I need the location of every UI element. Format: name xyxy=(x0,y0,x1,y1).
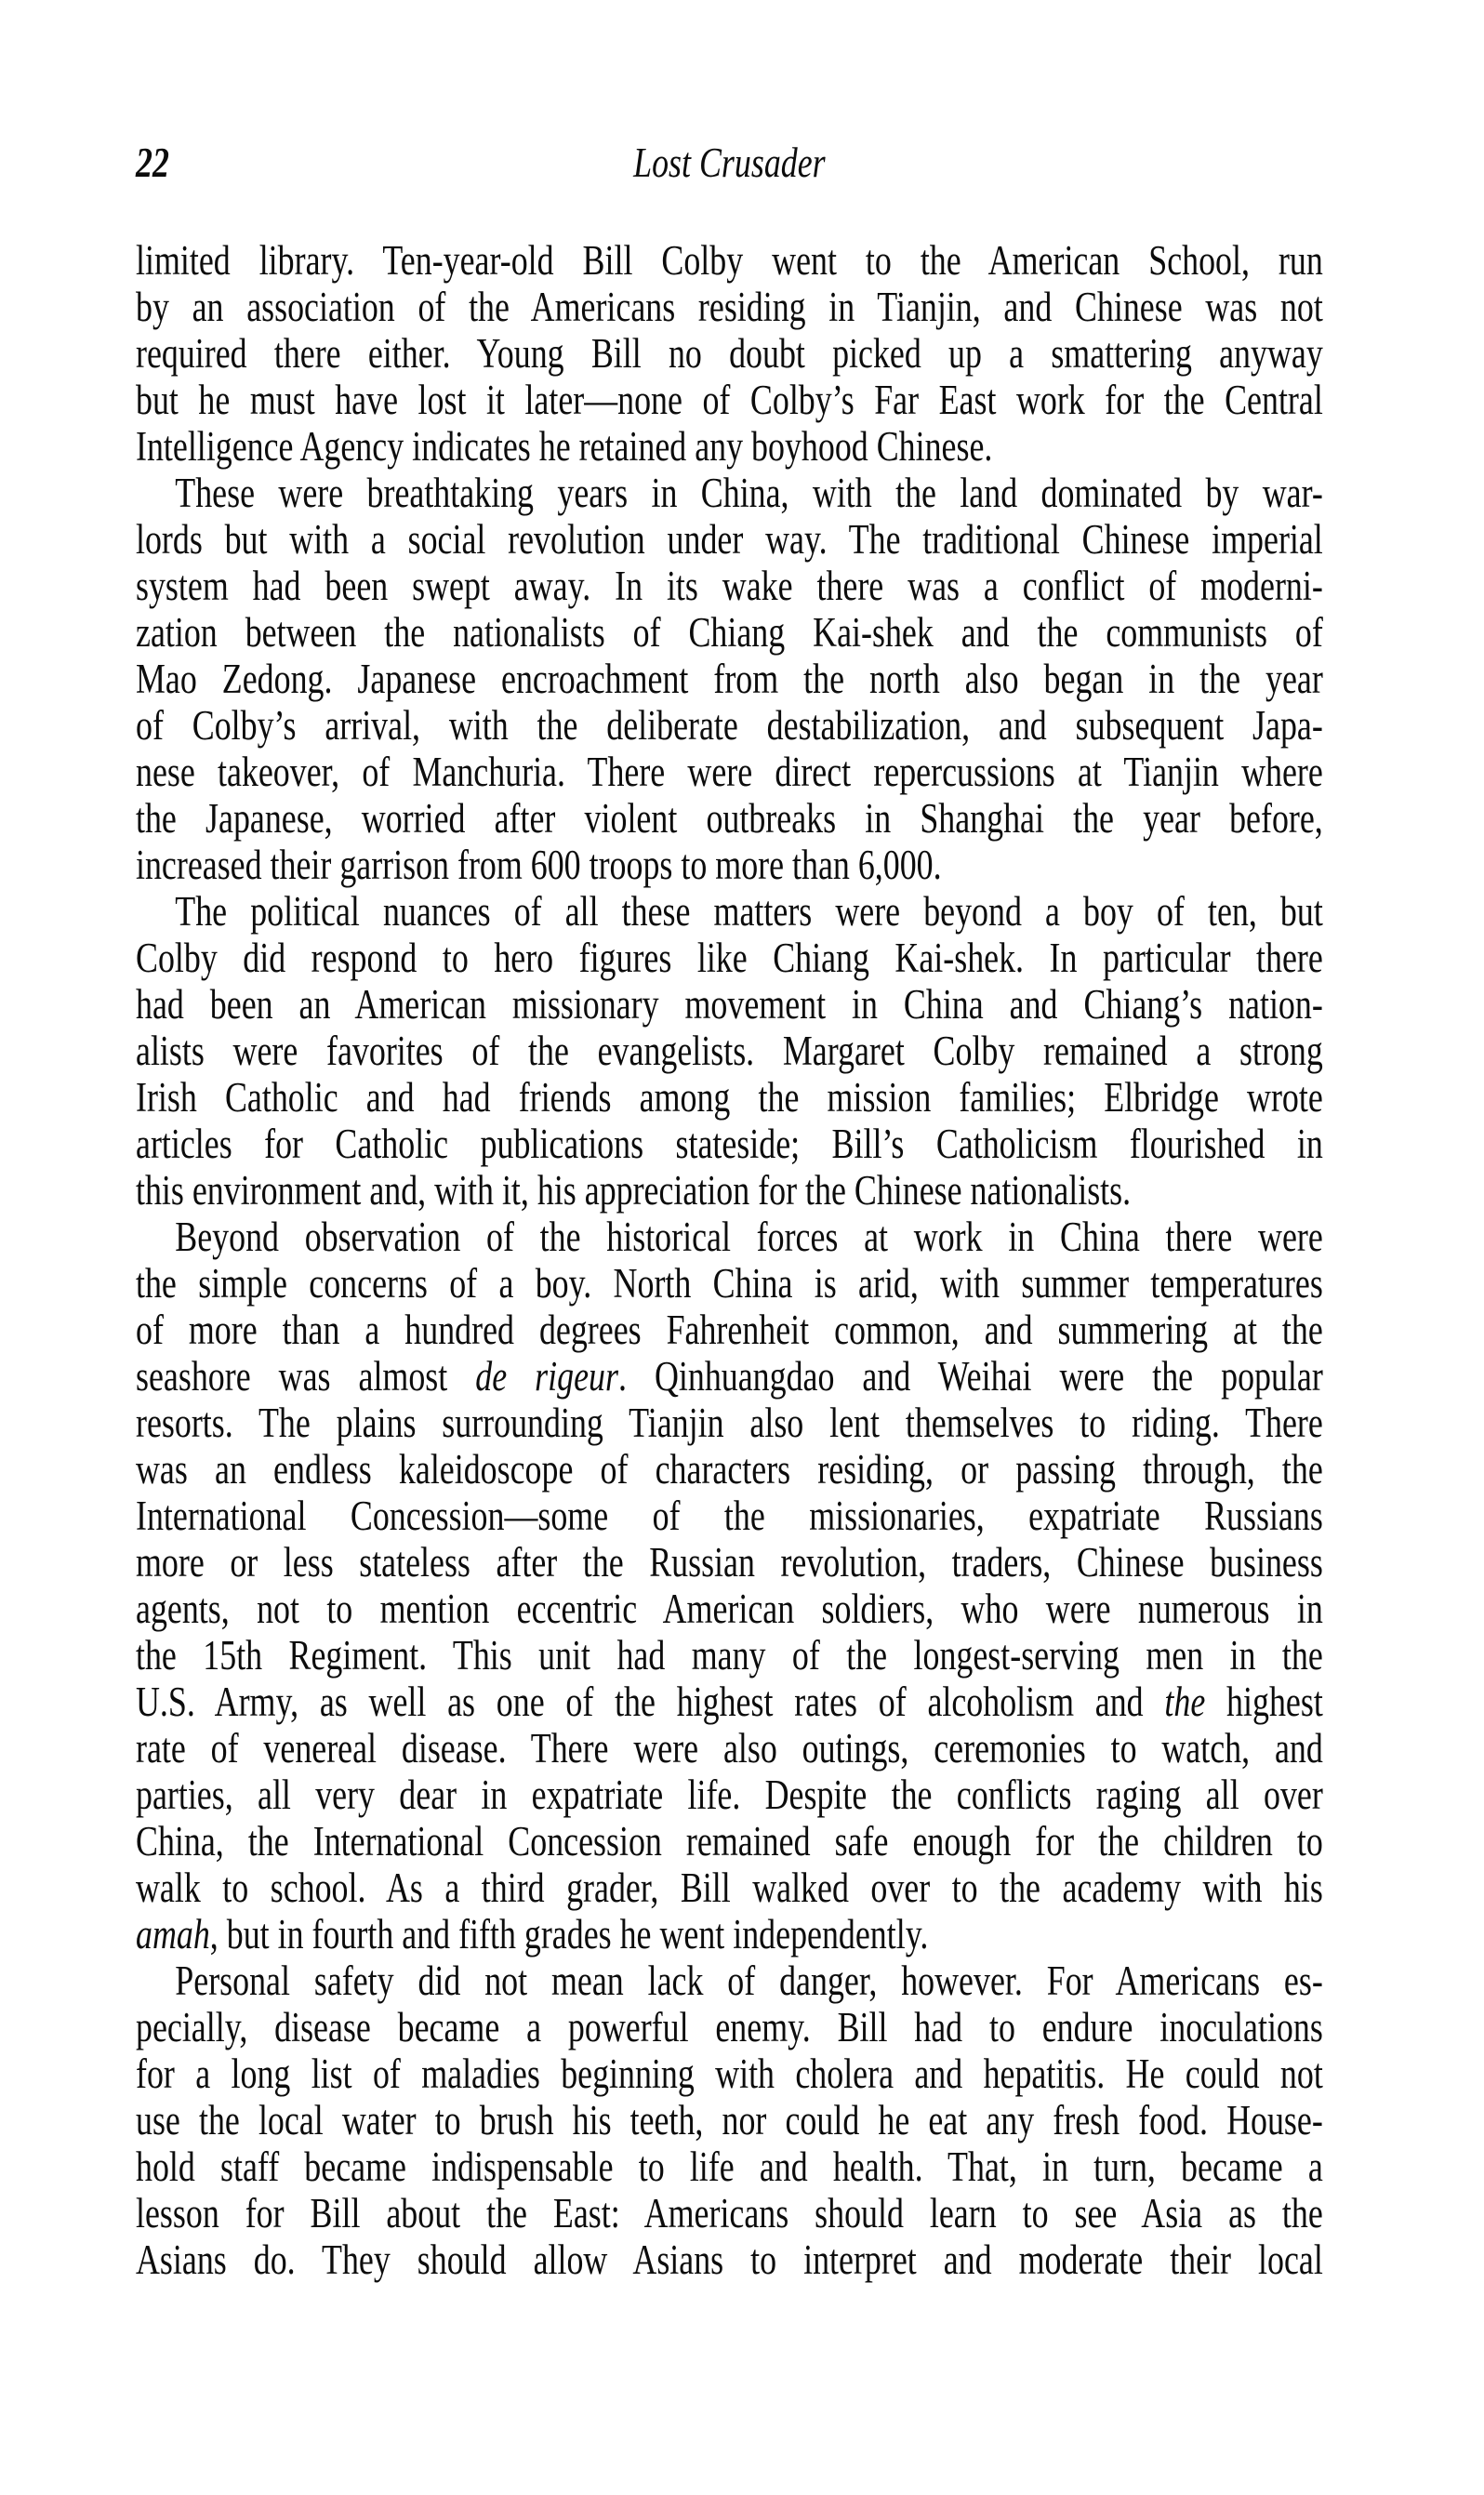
text-line xyxy=(136,2190,1323,2236)
text-segment: These were breathtaking years in China, with the land dominated by war- xyxy=(175,470,1323,516)
running-title: Lost Crusader xyxy=(633,139,826,186)
text-segment: of Colby’s arrival, with the deliberate destabilization, and subsequent Japa- xyxy=(136,702,1323,749)
text-segment: had been an American missionary movement in China and Chiang’s nation- xyxy=(136,981,1323,1028)
text-segment: lesson for Bill about the East: Americans should learn to see Asia as the xyxy=(136,2190,1323,2236)
text-segment: International Concession—some of the missionaries, expatriate Russians xyxy=(136,1493,1323,1539)
text-line xyxy=(136,1074,1323,1121)
text-line xyxy=(136,1353,1323,1400)
text-line xyxy=(136,470,1323,516)
text-segment: this environment and, with it, his appreciation for the Chinese nationalists. xyxy=(136,1167,1132,1214)
text-segment: agents, not to mention eccentric American soldiers, who were numerous in xyxy=(136,1586,1323,1632)
text-line xyxy=(136,1865,1323,1911)
text-segment: rate of venereal disease. There were also outings, ceremonies to watch, and xyxy=(136,1725,1323,1772)
text-line xyxy=(136,1400,1323,1446)
text-segment: for a long list of maladies beginning with cholera and hepatitis. He could not xyxy=(136,2050,1323,2097)
text-line xyxy=(136,2236,1323,2283)
text-segment: , but in fourth and fifth grades he went independently. xyxy=(209,1911,929,1958)
text-block xyxy=(136,139,1323,2283)
text-segment: highest xyxy=(1205,1679,1323,1725)
italic-text: de rigeur xyxy=(475,1353,618,1400)
text-line xyxy=(136,1725,1323,1772)
text-segment: Mao Zedong. Japanese encroachment from the north also began in the year xyxy=(136,656,1323,702)
text-line xyxy=(136,1911,1323,1958)
text-line xyxy=(136,935,1323,981)
paragraph xyxy=(136,470,1323,888)
text-segment: Asians do. They should allow Asians to interpret and moderate their local xyxy=(136,2236,1323,2283)
text-segment: system had been swept away. In its wake there was a conflict of moderni- xyxy=(136,563,1323,609)
text-line xyxy=(136,1307,1323,1353)
text-segment: the Japanese, worried after violent outbreaks in Shanghai the year before, xyxy=(136,795,1323,842)
text-line xyxy=(136,795,1323,842)
text-line xyxy=(136,563,1323,609)
text-line xyxy=(136,1539,1323,1586)
text-line xyxy=(136,981,1323,1028)
text-segment: Personal safety did not mean lack of danger, however. For Americans es- xyxy=(175,1958,1323,2004)
text-line xyxy=(136,1028,1323,1074)
text-line xyxy=(136,1121,1323,1167)
text-segment: the 15th Regiment. This unit had many of the longest-serving men in the xyxy=(136,1632,1323,1679)
page-number: 22 xyxy=(136,139,169,186)
text-segment: parties, all very dear in expatriate life. Despite the conflicts raging all over xyxy=(136,1772,1323,1818)
text-segment: walk to school. As a third grader, Bill walked over to the academy with his xyxy=(136,1865,1323,1911)
text-line xyxy=(136,609,1323,656)
text-segment: use the local water to brush his teeth, nor could he eat any fresh food. House- xyxy=(136,2097,1323,2143)
text-segment: hold staff became indispensable to life and health. That, in turn, became a xyxy=(136,2143,1323,2190)
text-segment: Beyond observation of the historical forces at work in China there were xyxy=(175,1214,1323,1260)
text-line xyxy=(136,888,1323,935)
text-segment: more or less stateless after the Russian revolution, traders, Chinese business xyxy=(136,1539,1323,1586)
text-segment: limited library. Ten-year-old Bill Colby went to the American School, run xyxy=(136,237,1323,284)
text-line xyxy=(136,237,1323,284)
text-segment: pecially, disease became a powerful enemy. Bill had to endure inoculations xyxy=(136,2004,1323,2050)
page-header xyxy=(136,139,1323,186)
italic-text: the xyxy=(1164,1679,1206,1725)
text-line xyxy=(136,1772,1323,1818)
text-segment: seashore was almost xyxy=(136,1353,476,1400)
text-line xyxy=(136,1167,1323,1214)
text-segment: . Qinhuangdao and Weihai were the popular xyxy=(617,1353,1323,1400)
page-body xyxy=(136,237,1323,2283)
text-line xyxy=(136,330,1323,377)
text-segment: Intelligence Agency indicates he retained any boyhood Chinese. xyxy=(136,423,993,470)
text-line xyxy=(136,2097,1323,2143)
text-line xyxy=(136,1493,1323,1539)
text-segment: by an association of the Americans residing in Tianjin, and Chinese was not xyxy=(136,284,1323,330)
text-line xyxy=(136,2050,1323,2097)
paragraph xyxy=(136,237,1323,470)
text-line xyxy=(136,702,1323,749)
text-segment: lords but with a social revolution under way. The traditional Chinese imperial xyxy=(136,516,1323,563)
italic-text: amah xyxy=(136,1911,210,1958)
text-line xyxy=(136,2143,1323,2190)
text-segment: resorts. The plains surrounding Tianjin also lent themselves to riding. There xyxy=(136,1400,1323,1446)
text-segment: China, the International Concession remained safe enough for the children to xyxy=(136,1818,1323,1865)
text-segment: nese takeover, of Manchuria. There were direct repercussions at Tianjin where xyxy=(136,749,1323,795)
text-segment: alists were favorites of the evangelists. Margaret Colby remained a strong xyxy=(136,1028,1323,1074)
text-segment: articles for Catholic publications stateside; Bill’s Catholicism flourished in xyxy=(136,1121,1323,1167)
text-line xyxy=(136,377,1323,423)
text-line xyxy=(136,842,1323,888)
text-line xyxy=(136,1214,1323,1260)
text-line xyxy=(136,1679,1323,1725)
text-line xyxy=(136,516,1323,563)
text-line xyxy=(136,2004,1323,2050)
text-line xyxy=(136,1958,1323,2004)
text-segment: but he must have lost it later—none of Colby’s Far East work for the Central xyxy=(136,377,1323,423)
text-segment: zation between the nationalists of Chiang Kai-shek and the communists of xyxy=(136,609,1323,656)
paragraph xyxy=(136,888,1323,1214)
text-line xyxy=(136,1818,1323,1865)
text-line xyxy=(136,1632,1323,1679)
text-line xyxy=(136,284,1323,330)
text-line xyxy=(136,1260,1323,1307)
text-line xyxy=(136,1446,1323,1493)
text-segment: of more than a hundred degrees Fahrenheit common, and summering at the xyxy=(136,1307,1323,1353)
text-segment: U.S. Army, as well as one of the highest rates of alcoholism and xyxy=(136,1679,1165,1725)
text-segment: the simple concerns of a boy. North China is arid, with summer temperatures xyxy=(136,1260,1323,1307)
text-segment: was an endless kaleidoscope of characters residing, or passing through, the xyxy=(136,1446,1323,1493)
text-segment: required there either. Young Bill no doubt picked up a smattering anyway xyxy=(136,330,1323,377)
text-segment: The political nuances of all these matters were beyond a boy of ten, but xyxy=(175,888,1323,935)
text-segment: Colby did respond to hero figures like Chiang Kai-shek. In particular there xyxy=(136,935,1323,981)
text-line xyxy=(136,749,1323,795)
text-segment: increased their garrison from 600 troops to more than 6,000. xyxy=(136,842,942,888)
text-segment: Irish Catholic and had friends among the mission families; Elbridge wrote xyxy=(136,1074,1323,1121)
text-line xyxy=(136,656,1323,702)
text-line xyxy=(136,1586,1323,1632)
paragraph xyxy=(136,1958,1323,2283)
paragraph xyxy=(136,1214,1323,1958)
text-line xyxy=(136,423,1323,470)
